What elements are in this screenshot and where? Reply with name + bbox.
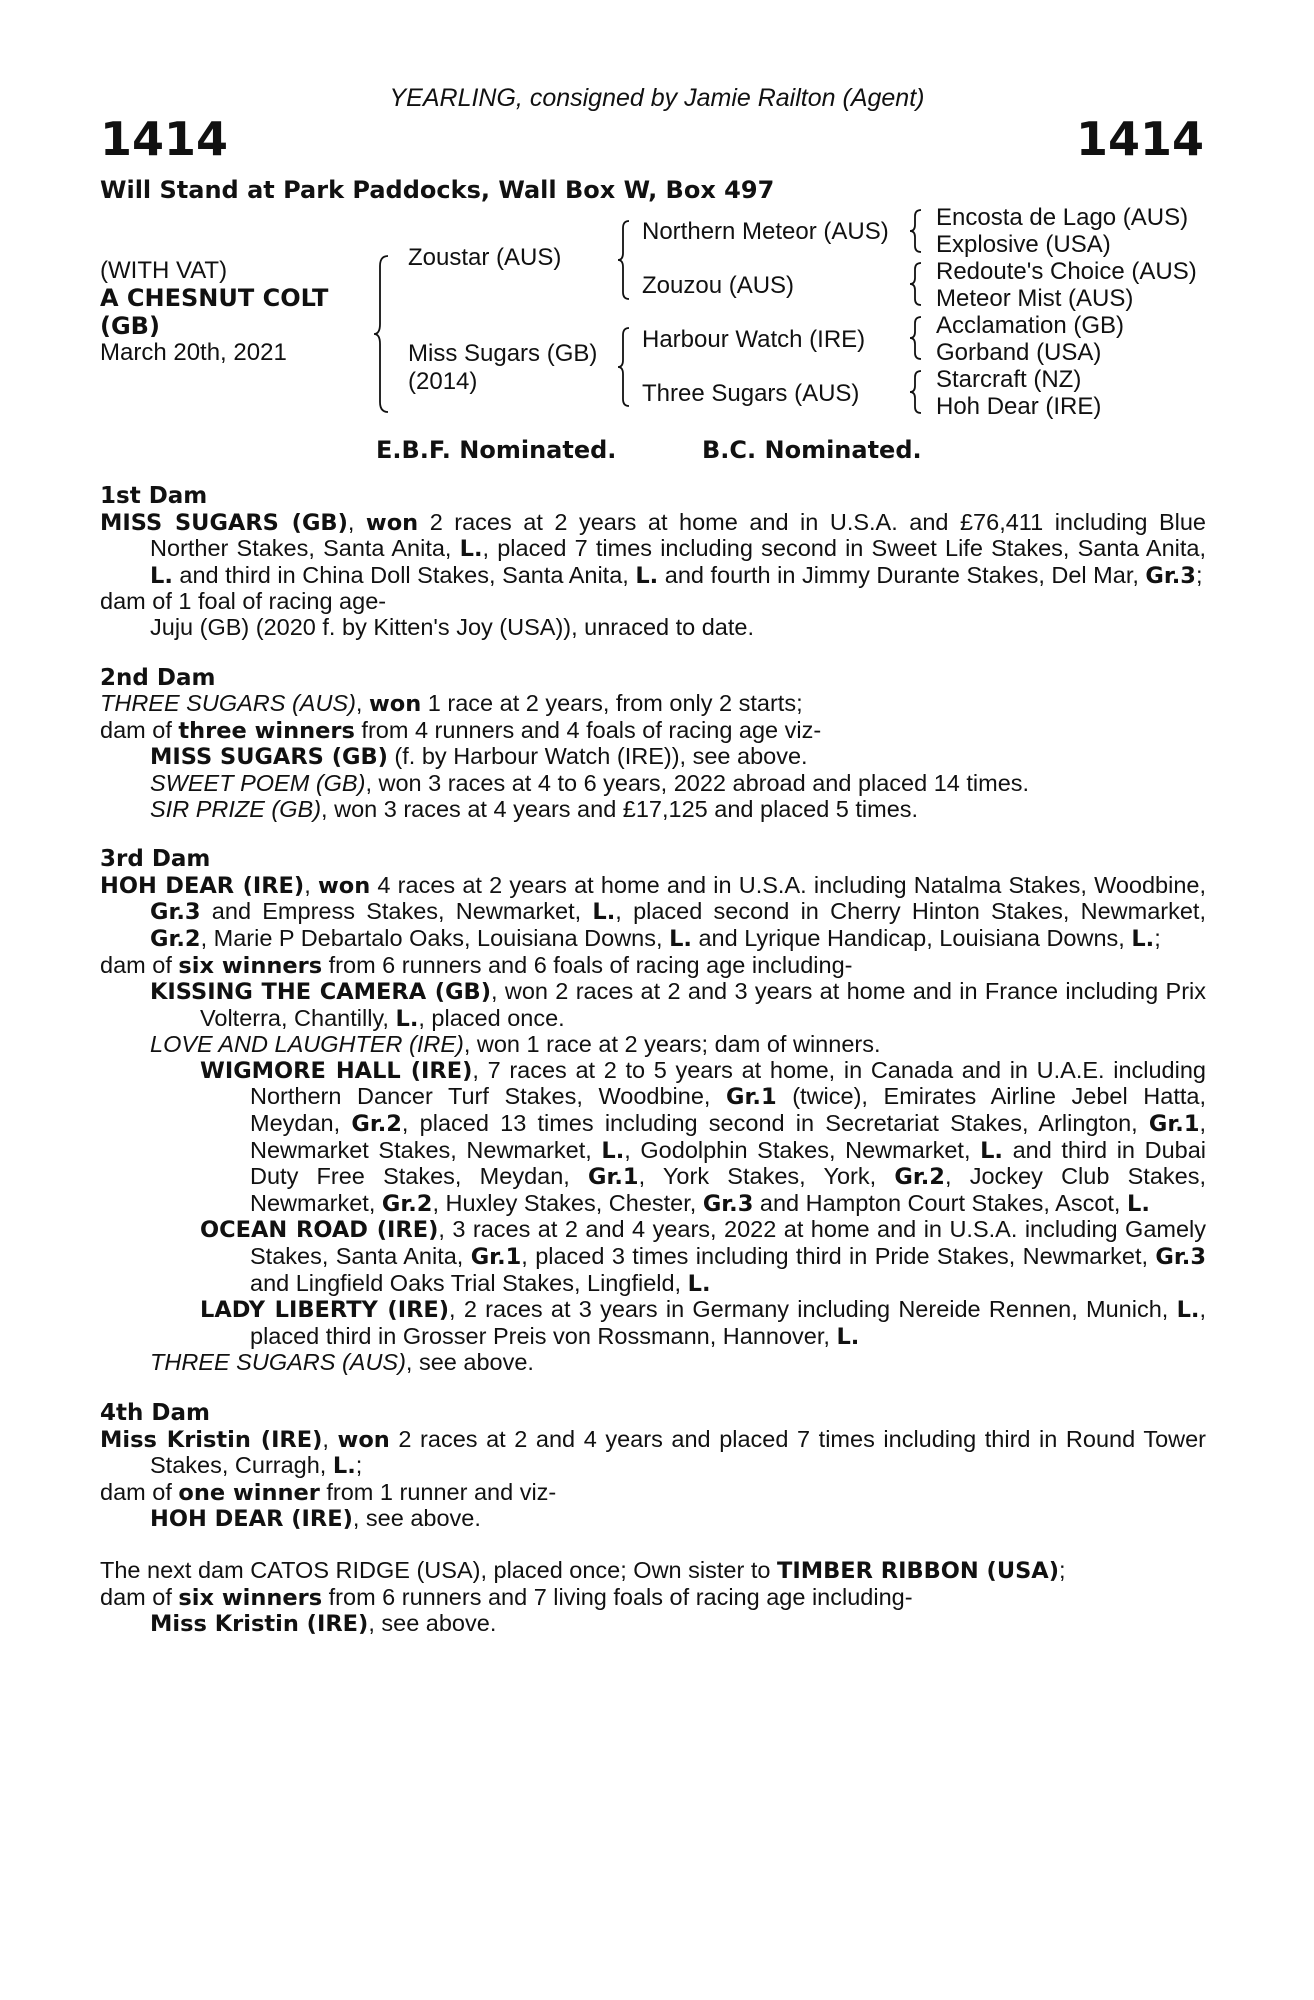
sss-name: Encosta de Lago (AUS)	[936, 204, 1189, 231]
bc-nomination: B.C. Nominated.	[702, 436, 922, 464]
sire-name: Zoustar (AUS)	[408, 244, 562, 271]
dam-year: (2014)	[408, 368, 478, 395]
sire-sire: Northern Meteor (AUS)	[642, 218, 889, 245]
second-dam-foal-2: SWEET POEM (GB), won 3 races at 4 to 6 years, 2022 abroad and placed 14 times.	[150, 769, 1030, 796]
dds-name: Starcraft (NZ)	[936, 366, 1082, 393]
first-dam-produce-summary: dam of 1 foal of racing age-	[100, 588, 387, 615]
horse-name: A CHESNUT COLT	[100, 284, 329, 312]
first-dam-title: 1st Dam	[100, 483, 208, 509]
dam-sire: Harbour Watch (IRE)	[642, 326, 866, 353]
fourth-dam-title: 4th Dam	[100, 1400, 210, 1426]
next-dam-foal: Miss Kristin (IRE), see above.	[150, 1610, 497, 1638]
brace-dam	[616, 326, 632, 408]
consignor-line: YEARLING, consigned by Jamie Railton (Agent)	[389, 84, 925, 112]
dsd-name: Gorband (USA)	[936, 339, 1102, 366]
third-dam-foal-2: LOVE AND LAUGHTER (IRE), won 1 race at 2 years; dam of winners.	[150, 1031, 881, 1058]
dss-name: Acclamation (GB)	[936, 312, 1125, 339]
second-dam-title: 2nd Dam	[100, 664, 216, 691]
sire-dam: Zouzou (AUS)	[642, 272, 795, 299]
first-dam-record: MISS SUGARS (GB), won 2 races at 2 years at home and in U.S.A. and £76,411 including Blue Norther Stakes, Santa Anita, L., placed 7 times including second in Sweet Life Stakes, Santa Anita, L. and third in China Doll Stakes, Santa Anita, L. and fourth in Jimmy Durante Stakes, Del Mar, Gr.3;	[100, 508, 1206, 589]
dam-name: Miss Sugars (GB)	[408, 340, 598, 367]
brace-dd	[908, 369, 924, 415]
next-dam-produce-summary: dam of six winners from 6 runners and 7 living foals of racing age including-	[100, 1583, 913, 1611]
fourth-dam-foal: HOH DEAR (IRE), see above.	[150, 1505, 481, 1533]
granddaughter-foal-3: LADY LIBERTY (IRE), 2 races at 3 years in Germany including Nereide Rennen, Munich, L., placed third in Grosser Preis von Rossmann, Hannover, L.	[200, 1296, 1206, 1350]
brace-sd	[908, 261, 924, 307]
sdd-name: Meteor Mist (AUS)	[936, 285, 1134, 312]
third-dam-record: HOH DEAR (IRE), won 4 races at 2 years at home and in U.S.A. including Natalma Stakes, Woodbine, Gr.3 and Empress Stakes, Newmarket, L., placed second in Cherry Hinton Stakes, Newmarket, Gr.2, Marie P Debartalo Oaks, Louisiana Downs, L. and Lyrique Handicap, Louisiana Downs, L.;	[100, 871, 1206, 952]
ssd-name: Explosive (USA)	[936, 231, 1111, 258]
stand-location: Will Stand at Park Paddocks, Wall Box W, Box 497	[100, 176, 775, 204]
second-dam-record: THREE SUGARS (AUS), won 1 race at 2 years, from only 2 starts;	[100, 690, 803, 718]
fourth-dam-produce-summary: dam of one winner from 1 runner and viz-	[100, 1478, 557, 1506]
first-dam-foal: Juju (GB) (2020 f. by Kitten's Joy (USA)), unraced to date.	[150, 613, 755, 640]
lot-number-left: 1414	[100, 112, 229, 166]
brace-sire	[616, 219, 632, 301]
third-dam-foal-1: KISSING THE CAMERA (GB), won 2 races at 2 and 3 years at home and in France including Prix Volterra, Chantilly, L., placed once.	[150, 978, 1206, 1032]
next-dam-record: The next dam CATOS RIDGE (USA), placed once; Own sister to TIMBER RIBBON (USA);	[100, 1556, 1066, 1584]
granddaughter-foal-1: WIGMORE HALL (IRE), 7 races at 2 to 5 years at home, in Canada and in U.A.E. including Northern Dancer Turf Stakes, Woodbine, Gr.1 (twice), Emirates Airline Jebel Hatta, Meydan, Gr.2, placed 13 times including second in Secretariat Stakes, Arlington, Gr.1, Newmarket Stakes, Newmarket, L., Godolphin Stakes, Newmarket, L. and third in Dubai Duty Free Stakes, Meydan, Gr.1, York Stakes, York, Gr.2, Jockey Club Stakes, Newmarket, Gr.2, Huxley Stakes, Chester, Gr.3 and Hampton Court Stakes, Ascot, L.	[200, 1056, 1207, 1217]
pedigree-notes	[100, 484, 1206, 1638]
second-dam-foal-1: MISS SUGARS (GB) (f. by Harbour Watch (IRE)), see above.	[150, 743, 808, 771]
fourth-dam-record: Miss Kristin (IRE), won 2 races at 2 and 4 years and placed 7 times including third in Round Tower Stakes, Curragh, L.;	[100, 1425, 1207, 1480]
third-dam-foal-3: THREE SUGARS (AUS), see above.	[150, 1349, 534, 1376]
dam-dam: Three Sugars (AUS)	[642, 380, 860, 407]
ebf-nomination: E.B.F. Nominated.	[376, 436, 617, 464]
second-dam-produce-summary: dam of three winners from 4 runners and 4 foals of racing age viz-	[100, 716, 822, 744]
second-dam-foal-3: SIR PRIZE (GB), won 3 races at 4 years and £17,125 and placed 5 times.	[150, 795, 919, 822]
brace-ss	[908, 208, 924, 254]
sds-name: Redoute's Choice (AUS)	[936, 258, 1197, 285]
granddaughter-foal-2: OCEAN ROAD (IRE), 3 races at 2 and 4 years, 2022 at home and in U.S.A. including Gamely Stakes, Santa Anita, Gr.1, placed 3 times including third in Pride Stakes, Newmarket, Gr.3 and Lingfield Oaks Trial Stakes, Lingfield, L.	[200, 1216, 1207, 1297]
foaling-date: March 20th, 2021	[100, 339, 287, 366]
brace-main	[372, 254, 392, 414]
horse-origin: (GB)	[100, 312, 160, 340]
brace-ds	[908, 315, 924, 361]
ddd-name: Hoh Dear (IRE)	[936, 393, 1102, 420]
lot-number-right: 1414	[1075, 112, 1204, 166]
third-dam-title: 3rd Dam	[100, 846, 211, 873]
third-dam-produce-summary: dam of six winners from 6 runners and 6 foals of racing age including-	[100, 951, 853, 979]
vat-label: (WITH VAT)	[100, 257, 228, 284]
